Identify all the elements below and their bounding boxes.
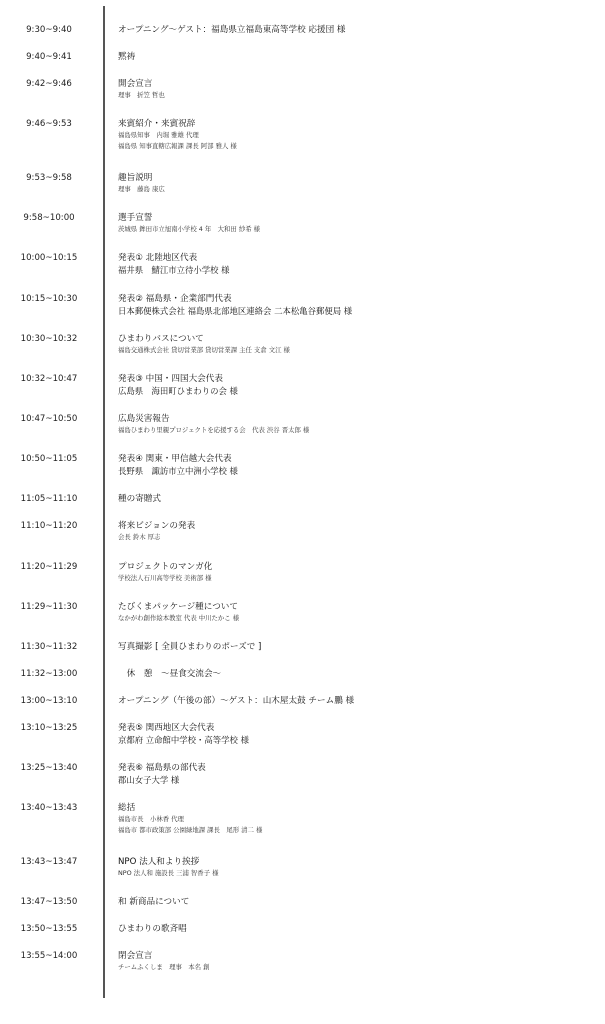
schedule-detail: 福島ひまわり里親プロジェクトを応援する会 代表 渋谷 晋太郎 様 [118, 426, 310, 434]
schedule-time: 13:47~13:50 [20, 897, 78, 907]
schedule-content [118, 373, 598, 397]
schedule-title: 将来ビジョンの発表 [118, 521, 196, 531]
schedule-detail: NPO 法人和 施設長 三浦 智香子 様 [118, 869, 219, 877]
schedule-detail: 広島県 海田町ひまわりの会 様 [118, 386, 238, 396]
schedule-content [118, 950, 598, 973]
schedule-content [118, 78, 598, 101]
schedule-time: 13:50~13:55 [20, 924, 78, 934]
schedule-time: 9:58~10:00 [23, 213, 75, 223]
schedule-detail: 理事 折笠 哲也 [118, 91, 165, 99]
schedule-title: 発表⑤ 関西地区大会代表 [118, 723, 215, 733]
schedule-content [118, 641, 598, 653]
schedule-detail: 郡山女子大学 様 [118, 775, 180, 785]
schedule-content [118, 722, 598, 746]
schedule-detail: チームふくしま 理事 本名 創 [118, 963, 210, 971]
schedule-content [118, 212, 598, 235]
timeline-divider [103, 6, 105, 998]
schedule-detail: 理事 藤島 康広 [118, 185, 165, 193]
schedule-title: 開会宣言 [118, 79, 153, 89]
schedule-title: 閉会宣言 [118, 951, 153, 961]
schedule-time: 10:50~11:05 [20, 454, 78, 464]
schedule-detail: 福島県知事 内堀 雅雄 代理 [118, 131, 199, 139]
schedule-title: 休 憩 〜昼食交流会〜 [118, 669, 222, 679]
schedule-title: 趣旨説明 [118, 173, 153, 183]
schedule-title: NPO 法人和より挨拶 [118, 857, 200, 867]
schedule-time: 11:05~11:10 [20, 494, 78, 504]
schedule-content [118, 293, 598, 317]
schedule-detail: 福島交通株式会社 貸切営業部 貸切営業課 主任 支倉 文江 様 [118, 346, 290, 354]
schedule-title: 種の寄贈式 [118, 494, 161, 504]
schedule-title: 写真撮影 [ 全員ひまわりのポーズで ] [118, 642, 262, 652]
schedule-time: 13:43~13:47 [20, 857, 78, 867]
schedule-time: 11:20~11:29 [20, 562, 78, 572]
schedule-title: 発表⑥ 福島県の部代表 [118, 763, 206, 773]
schedule-content [118, 762, 598, 786]
schedule-title: 発表③ 中国・四国大会代表 [118, 374, 223, 384]
schedule-time: 10:30~10:32 [20, 334, 78, 344]
schedule-content [118, 333, 598, 356]
schedule-time: 13:10~13:25 [20, 723, 78, 733]
schedule-detail: なかがわ創作絵本教室 代表 中川たかこ 様 [118, 614, 240, 622]
schedule-detail: 茨城県 鉾田市立旭南小学校 4 年 大和田 紗希 様 [118, 225, 261, 233]
schedule-content [118, 695, 598, 707]
schedule-time: 9:40~9:41 [26, 52, 72, 62]
schedule-time: 10:47~10:50 [20, 414, 78, 424]
schedule-time: 10:00~10:15 [20, 253, 78, 263]
schedule-content [118, 24, 598, 36]
schedule-time: 11:29~11:30 [20, 602, 78, 612]
schedule-content [118, 802, 598, 836]
schedule-detail: 日本郵便株式会社 福島県北部地区連絡会 二本松亀谷郵便局 様 [118, 306, 353, 316]
schedule-title: 発表① 北陸地区代表 [118, 253, 198, 263]
schedule-title: 和 新商品について [118, 897, 190, 907]
schedule-title: オープニング〜ゲスト：福島県立福島東高等学校 応援団 様 [118, 25, 346, 35]
schedule-content [118, 118, 598, 152]
schedule-time: 13:40~13:43 [20, 803, 78, 813]
schedule-title: 黙祷 [118, 52, 136, 62]
schedule-title: 広島災害報告 [118, 414, 170, 424]
schedule-time: 9:42~9:46 [26, 79, 72, 89]
schedule-title: プロジェクトのマンガ化 [118, 562, 213, 572]
schedule-content [118, 923, 598, 935]
schedule-time: 10:32~10:47 [20, 374, 78, 384]
schedule-detail: 京都府 立命館中学校・高等学校 様 [118, 735, 249, 745]
schedule-time: 11:10~11:20 [20, 521, 78, 531]
schedule-detail: 福井県 鯖江市立待小学校 様 [118, 265, 230, 275]
schedule-content [118, 252, 598, 276]
schedule-content [118, 51, 598, 63]
schedule-time: 9:30~9:40 [26, 25, 72, 35]
schedule-time: 11:32~13:00 [20, 669, 78, 679]
schedule-time: 13:55~14:00 [20, 951, 78, 961]
schedule-time: 10:15~10:30 [20, 294, 78, 304]
schedule-title: 発表④ 関東・甲信越大会代表 [118, 454, 232, 464]
schedule-detail: 長野県 諏訪市立中洲小学校 様 [118, 466, 238, 476]
schedule-detail: 福島市 都市政策部 公園緑地課 課長 尾形 清二 様 [118, 826, 263, 834]
schedule-title: 発表② 福島県・企業部門代表 [118, 294, 232, 304]
schedule-content [118, 561, 598, 584]
schedule-title: 総括 [118, 803, 136, 813]
schedule-time: 9:53~9:58 [26, 173, 72, 183]
schedule-content [118, 856, 598, 879]
schedule-content [118, 668, 598, 680]
schedule-content [118, 520, 598, 543]
schedule-time: 13:25~13:40 [20, 763, 78, 773]
schedule-content [118, 493, 598, 505]
schedule-detail: 学校法人石川高等学校 美術部 様 [118, 574, 212, 582]
schedule-detail: 福島県 知事直轄広報課 課長 阿部 雅人 様 [118, 142, 237, 150]
schedule-title: ひまわりバスについて [118, 334, 204, 344]
schedule-time: 13:00~13:10 [20, 696, 78, 706]
schedule-title: たびくまパッケージ種について [118, 602, 238, 612]
schedule-content [118, 601, 598, 624]
schedule-detail: 福島市長 小林香 代理 [118, 815, 184, 823]
schedule-time: 11:30~11:32 [20, 642, 78, 652]
schedule-title: ひまわりの歌斉唱 [118, 924, 187, 934]
schedule-title: 来賓紹介・来賓祝辞 [118, 119, 196, 129]
schedule-detail: 会長 鈴木 厚志 [118, 533, 161, 541]
schedule-content [118, 413, 598, 436]
schedule-title: 選手宣誓 [118, 213, 153, 223]
schedule-content [118, 896, 598, 908]
schedule-content [118, 453, 598, 477]
schedule-time: 9:46~9:53 [26, 119, 72, 129]
schedule-title: オープニング（午後の部）〜ゲスト：山木屋太鼓 チーム鵬 様 [118, 696, 355, 706]
schedule-content [118, 172, 598, 195]
